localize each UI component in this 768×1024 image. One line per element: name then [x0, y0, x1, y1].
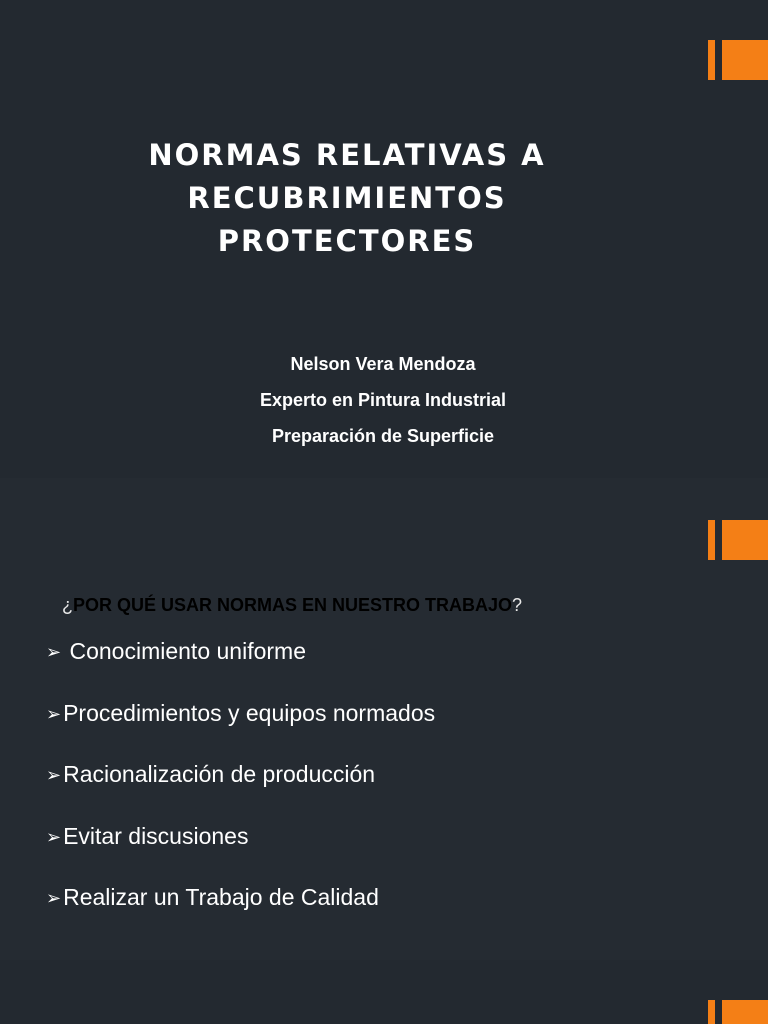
question-open-mark: ¿ [62, 595, 73, 615]
accent-bar-decoration [708, 40, 768, 80]
list-item [46, 759, 435, 821]
accent-thick-stripe [722, 520, 768, 560]
list-item [46, 882, 435, 944]
arrowhead-bullet-icon: ➢ [46, 765, 62, 786]
list-item-text: Racionalización de producción [63, 761, 376, 787]
accent-bar-decoration [708, 520, 768, 560]
presenter-info [150, 346, 616, 454]
list-item [46, 636, 435, 698]
bullet-list [46, 636, 435, 944]
accent-thin-stripe [708, 40, 715, 80]
arrowhead-bullet-icon: ➢ [46, 888, 62, 909]
list-item [46, 698, 435, 760]
title-slide [0, 0, 768, 478]
arrowhead-bullet-icon: ➢ [46, 642, 62, 663]
content-slide [0, 478, 768, 960]
accent-thick-stripe [722, 40, 768, 80]
list-item-text: Conocimiento uniforme [63, 638, 306, 664]
section-question [62, 592, 522, 618]
arrowhead-bullet-icon: ➢ [46, 703, 62, 725]
accent-thin-stripe [708, 520, 715, 560]
question-text: POR QUÉ USAR NORMAS EN NUESTRO TRABAJO [73, 595, 513, 615]
author-specialty: Preparación de Superficie [271, 426, 495, 446]
slide-title: NORMAS RELATIVAS A RECUBRIMIENTOS PROTECTORES [148, 138, 546, 258]
author-role: Experto en Pintura Industrial [259, 390, 507, 410]
list-item-text: Evitar discusiones [63, 822, 249, 849]
list-item-text: Realizar un Trabajo de Calidad [63, 884, 379, 910]
accent-thick-stripe [722, 1000, 768, 1024]
next-slide-partial [0, 960, 768, 1024]
list-item [46, 821, 435, 883]
question-close-mark: ? [512, 595, 523, 615]
accent-bar-decoration [708, 1000, 768, 1024]
accent-thin-stripe [708, 1000, 715, 1024]
author-name: Nelson Vera Mendoza [290, 354, 476, 374]
arrowhead-bullet-icon: ➢ [46, 826, 62, 848]
list-item-text: Procedimientos y equipos normados [63, 699, 436, 726]
